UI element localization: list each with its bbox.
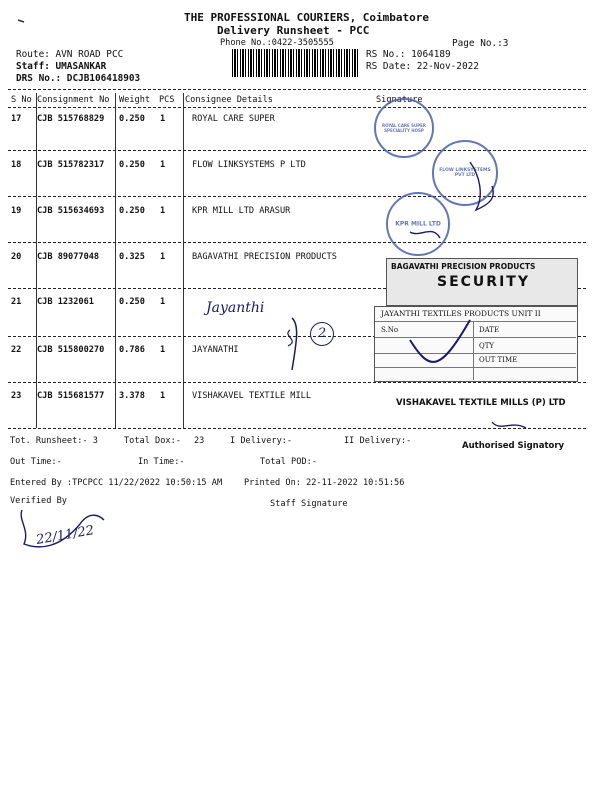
rs-number: RS No.: 1064189 <box>366 49 451 60</box>
cell-consignment: CJB 1232061 <box>37 297 94 307</box>
cell-sno: 20 <box>11 252 22 262</box>
cell-weight: 3.378 <box>119 391 145 401</box>
phone-number: Phone No.:0422-3505555 <box>220 38 334 48</box>
total-dox-value: 23 <box>194 436 205 446</box>
security-company: BAGAVATHI PRECISION PRODUCTS <box>391 262 536 271</box>
verified-by: Verified By <box>10 496 67 506</box>
total-pod: Total POD:- <box>260 457 317 467</box>
cell-consignee: VISHAKAVEL TEXTILE MILL <box>192 391 311 401</box>
col-signature: Signature <box>376 95 423 105</box>
staff: Staff: UMASANKAR <box>16 61 107 72</box>
cell-sno: 22 <box>11 345 22 355</box>
cell-pcs: 1 <box>160 391 166 401</box>
jt-qty: QTY <box>479 342 495 350</box>
col-pcs: PCS <box>159 95 175 105</box>
cell-sno: 21 <box>11 297 22 307</box>
cell-consignment: CJB 515800270 <box>37 345 105 355</box>
cell-consignee: KPR MILL LTD ARASUR <box>192 206 291 216</box>
jt-header: JAYANTHI TEXTILES PRODUCTS UNIT II <box>381 309 541 318</box>
printed-on: Printed On: 22-11-2022 10:51:56 <box>244 478 405 488</box>
cell-consignment: CJB 515681577 <box>37 391 105 401</box>
stamp-text: FLOW LINKSYSTEMS PVT LTD <box>439 168 491 178</box>
circled-number: 2 <box>310 322 334 346</box>
cell-sno: 18 <box>11 160 22 170</box>
security-word: SECURITY <box>437 274 530 290</box>
cell-consignment: CJB 515634693 <box>37 206 105 216</box>
in-time: In Time:- <box>138 457 185 467</box>
cell-sno: 17 <box>11 114 22 124</box>
handwritten-signature: Jayanthi <box>206 300 265 316</box>
jt-date: DATE <box>479 326 500 334</box>
page-number: Page No.:3 <box>452 38 509 49</box>
drs-number: DRS No.: DCJB106418903 <box>16 73 141 84</box>
col-consignment: Consignment No <box>37 95 110 105</box>
total-dox-label: Total Dox:- <box>124 436 181 446</box>
cell-pcs: 1 <box>160 297 166 307</box>
company-name: THE PROFESSIONAL COURIERS, Coimbatore <box>184 11 430 24</box>
cell-pcs: 1 <box>160 252 166 262</box>
cell-consignment: CJB 89077048 <box>37 252 100 262</box>
ii-delivery: II Delivery:- <box>344 436 412 446</box>
cell-pcs: 1 <box>160 114 166 124</box>
total-runsheet: Tot. Runsheet:- 3 <box>10 436 98 446</box>
stamp-text: KPR MILL LTD <box>395 220 441 228</box>
cell-consignee: JAYANATHI <box>192 345 239 355</box>
out-time: Out Time:- <box>10 457 62 467</box>
document-title: Delivery Runsheet - PCC <box>217 24 370 37</box>
cell-weight: 0.250 <box>119 297 145 307</box>
cell-consignment: CJB 515768829 <box>37 114 105 124</box>
route: Route: AVN ROAD PCC <box>16 49 124 60</box>
cell-weight: 0.325 <box>119 252 145 262</box>
cell-pcs: 1 <box>160 206 166 216</box>
i-delivery: I Delivery:- <box>230 436 293 446</box>
verified-date-handwritten: 22/11/22 <box>35 523 96 548</box>
cell-pcs: 1 <box>160 160 166 170</box>
stamp-text: ROYAL CARE SUPER SPECIALITY HOSP <box>382 123 426 133</box>
cell-sno: 23 <box>11 391 22 401</box>
cell-consignee: FLOW LINKSYSTEMS P LTD <box>192 160 306 170</box>
cell-weight: 0.250 <box>119 206 145 216</box>
col-weight: Weight <box>119 95 151 105</box>
rs-date: RS Date: 22-Nov-2022 <box>366 61 479 72</box>
col-sno: S No <box>11 95 32 105</box>
cell-weight: 0.250 <box>119 160 145 170</box>
authorised-signatory: Authorised Signatory <box>462 441 565 451</box>
jt-sno: S.No <box>381 326 399 334</box>
jt-out-time: OUT TIME <box>479 356 518 364</box>
col-consignee: Consignee Details <box>185 95 273 105</box>
cell-sno: 19 <box>11 206 22 216</box>
cell-consignee: ROYAL CARE SUPER <box>192 114 275 124</box>
staff-signature: Staff Signature <box>270 499 348 509</box>
cell-consignee: BAGAVATHI PRECISION PRODUCTS <box>192 252 337 262</box>
cell-pcs: 1 <box>160 345 166 355</box>
cell-weight: 0.786 <box>119 345 145 355</box>
cell-weight: 0.250 <box>119 114 145 124</box>
cell-consignment: CJB 515782317 <box>37 160 105 170</box>
entered-by: Entered By :TPCPCC 11/22/2022 10:50:15 AM <box>10 478 223 488</box>
vishakavel-stamp: VISHAKAVEL TEXTILE MILLS (P) LTD <box>396 398 566 408</box>
